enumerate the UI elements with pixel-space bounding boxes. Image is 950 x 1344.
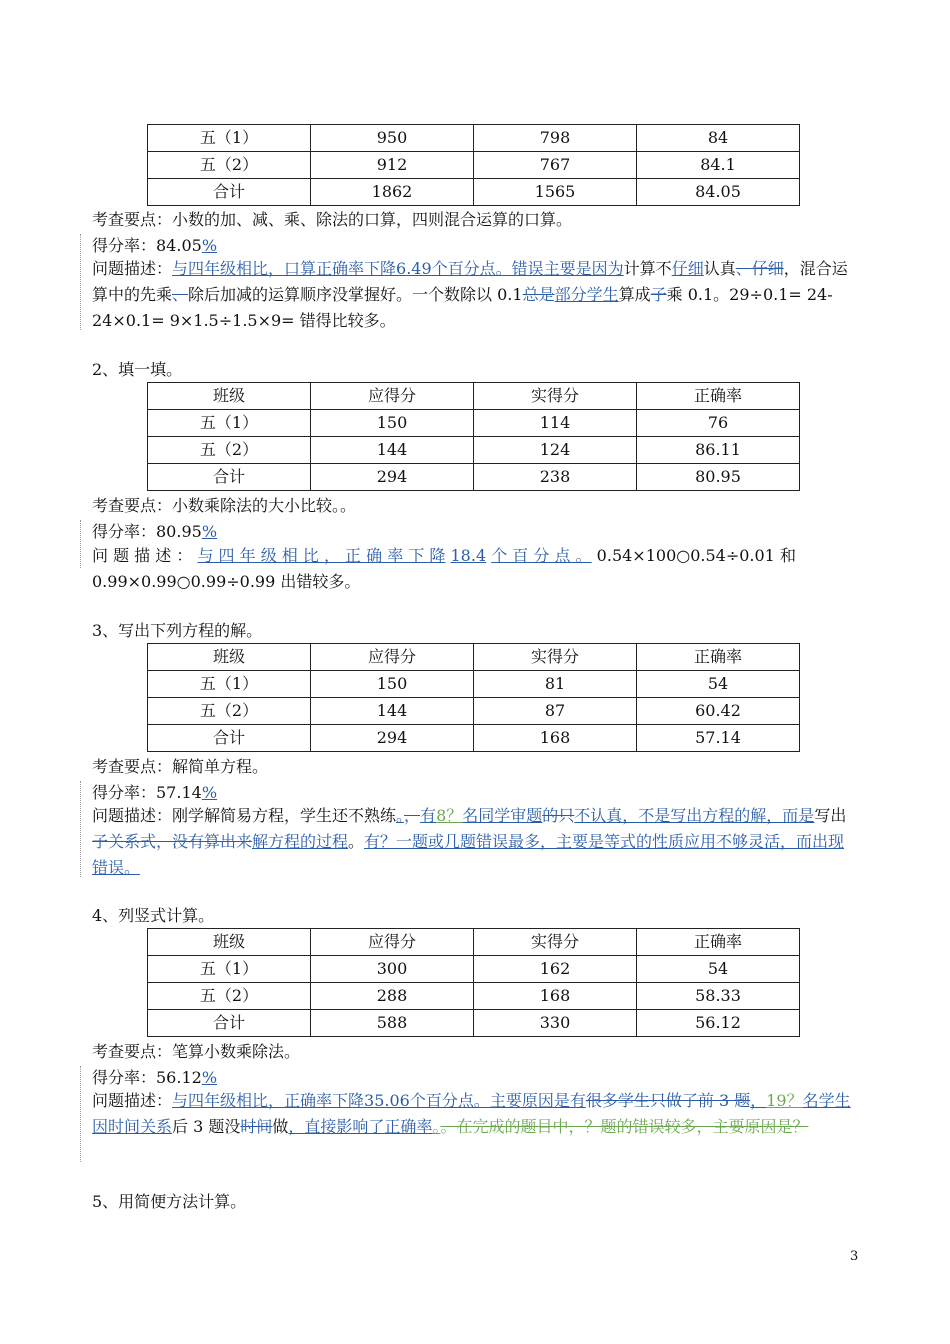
cell: 294 [311,725,474,752]
score-rate-3: 得分率：57.14% [92,783,218,802]
cell: 144 [311,437,474,464]
column-header: 班级 [148,644,311,671]
cell: 798 [474,125,637,152]
cell: 54 [637,956,800,983]
table-vertical-calc [147,928,800,1037]
table-equations [147,643,800,752]
cell: 56.12 [637,1010,800,1037]
key-points-2: 考查要点：小数乘除法的大小比较。。 [92,496,357,515]
cell: 767 [474,152,637,179]
cell: 五（2） [148,152,311,179]
key-points-4: 考查要点：笔算小数乘除法。 [92,1042,301,1061]
cell: 288 [311,983,474,1010]
cell: 168 [474,983,637,1010]
cell: 114 [474,410,637,437]
problem-description-2-line2: 0.99×0.99○0.99÷0.99 出错较多。 [92,572,361,591]
table-row [148,437,800,464]
table-row [148,983,800,1010]
cell: 588 [311,1010,474,1037]
table-header-row [148,383,800,410]
cell: 294 [311,464,474,491]
cell: 300 [311,956,474,983]
table-compare [147,382,800,491]
problem-description-4: 问题描述：与四年级相比，正确率下降35.06个百分点。主要原因是有很多学生只做了前 3 题，19？名学生因时间关系后 3 题没时间做，直接影响了正确率。。在完成的题目中，？题的错误较多，主要原因是？ [92,1091,851,1136]
cell: 57.14 [637,725,800,752]
cell: 合计 [148,1010,311,1037]
table-row [148,410,800,437]
score-rate-2: 得分率：80.95% [92,522,218,541]
cell: 150 [311,671,474,698]
change-bar [80,1066,81,1162]
section-4-heading: 4、列竖式计算。 [92,906,215,925]
column-header: 正确率 [637,383,800,410]
problem-description-3: 问题描述：刚学解简易方程，学生还不熟练。，有8？名同学审题的只不认真，不是写出方程的解，而是写出子关系式，没有算出来解方程的过程。有？一题或几题错误最多，主要是等式的性质应用不够灵活，而出现错误。 [92,806,847,877]
cell: 86.11 [637,437,800,464]
cell: 144 [311,698,474,725]
column-header: 实得分 [474,929,637,956]
change-bar [80,234,81,330]
cell: 84.05 [637,179,800,206]
cell: 168 [474,725,637,752]
cell: 60.42 [637,698,800,725]
column-header: 班级 [148,383,311,410]
table-row [148,698,800,725]
cell: 81 [474,671,637,698]
column-header: 应得分 [311,644,474,671]
problem-description-1: 问题描述：与四年级相比，口算正确率下降6.49个百分点。错误主要是因为计算不仔细认真、仔细，混合运算中的先乘、除后加减的运算顺序没掌握好。一个数除以 0.1总是部分学生算成子乘 0.1。29÷0.1= 24-24×0.1= 9×1.5÷1.5×9= 错得比较多。 [92,259,848,330]
cell: 330 [474,1010,637,1037]
table-row [148,125,800,152]
cell: 1862 [311,179,474,206]
section-3-heading: 3、写出下列方程的解。 [92,621,263,640]
cell: 238 [474,464,637,491]
cell: 76 [637,410,800,437]
table-row [148,464,800,491]
section-2-heading: 2、填一填。 [92,360,183,379]
score-rate-4: 得分率：56.12% [92,1068,218,1087]
table-row [148,671,800,698]
table-row [148,152,800,179]
cell: 162 [474,956,637,983]
key-points-3: 考查要点：解简单方程。 [92,757,269,776]
score-rate-1: 得分率：84.05% [92,236,218,255]
page-number: 3 [850,1249,859,1264]
table-row [148,725,800,752]
cell: 58.33 [637,983,800,1010]
cell: 150 [311,410,474,437]
column-header: 正确率 [637,929,800,956]
cell: 五（2） [148,437,311,464]
table-row [148,956,800,983]
change-bar [80,781,81,877]
table-header-row [148,644,800,671]
cell: 五（1） [148,125,311,152]
cell: 1565 [474,179,637,206]
cell: 54 [637,671,800,698]
cell: 合计 [148,464,311,491]
cell: 84 [637,125,800,152]
cell: 912 [311,152,474,179]
cell: 84.1 [637,152,800,179]
table-row [148,179,800,206]
table-header-row [148,929,800,956]
cell: 五（1） [148,410,311,437]
cell: 五（2） [148,983,311,1010]
cell: 五（1） [148,671,311,698]
cell: 80.95 [637,464,800,491]
cell: 87 [474,698,637,725]
section-5-heading: 5、用简便方法计算。 [92,1192,247,1211]
column-header: 实得分 [474,383,637,410]
cell: 950 [311,125,474,152]
cell: 合计 [148,179,311,206]
table-row [148,1010,800,1037]
change-bar [80,520,81,568]
cell: 合计 [148,725,311,752]
column-header: 应得分 [311,383,474,410]
cell: 五（1） [148,956,311,983]
table-mental-arithmetic [147,124,800,206]
column-header: 正确率 [637,644,800,671]
cell: 五（2） [148,698,311,725]
column-header: 应得分 [311,929,474,956]
cell: 124 [474,437,637,464]
key-points-1: 考查要点：小数的加、减、乘、除法的口算，四则混合运算的口算。 [92,210,573,229]
column-header: 实得分 [474,644,637,671]
column-header: 班级 [148,929,311,956]
problem-description-2: 问 题 描 述 ： 与 四 年 级 相 比 ， 正 确 率 下 降 18.4 个 百 分 点 。 0.54×100○0.54÷0.01 和 [92,546,796,565]
